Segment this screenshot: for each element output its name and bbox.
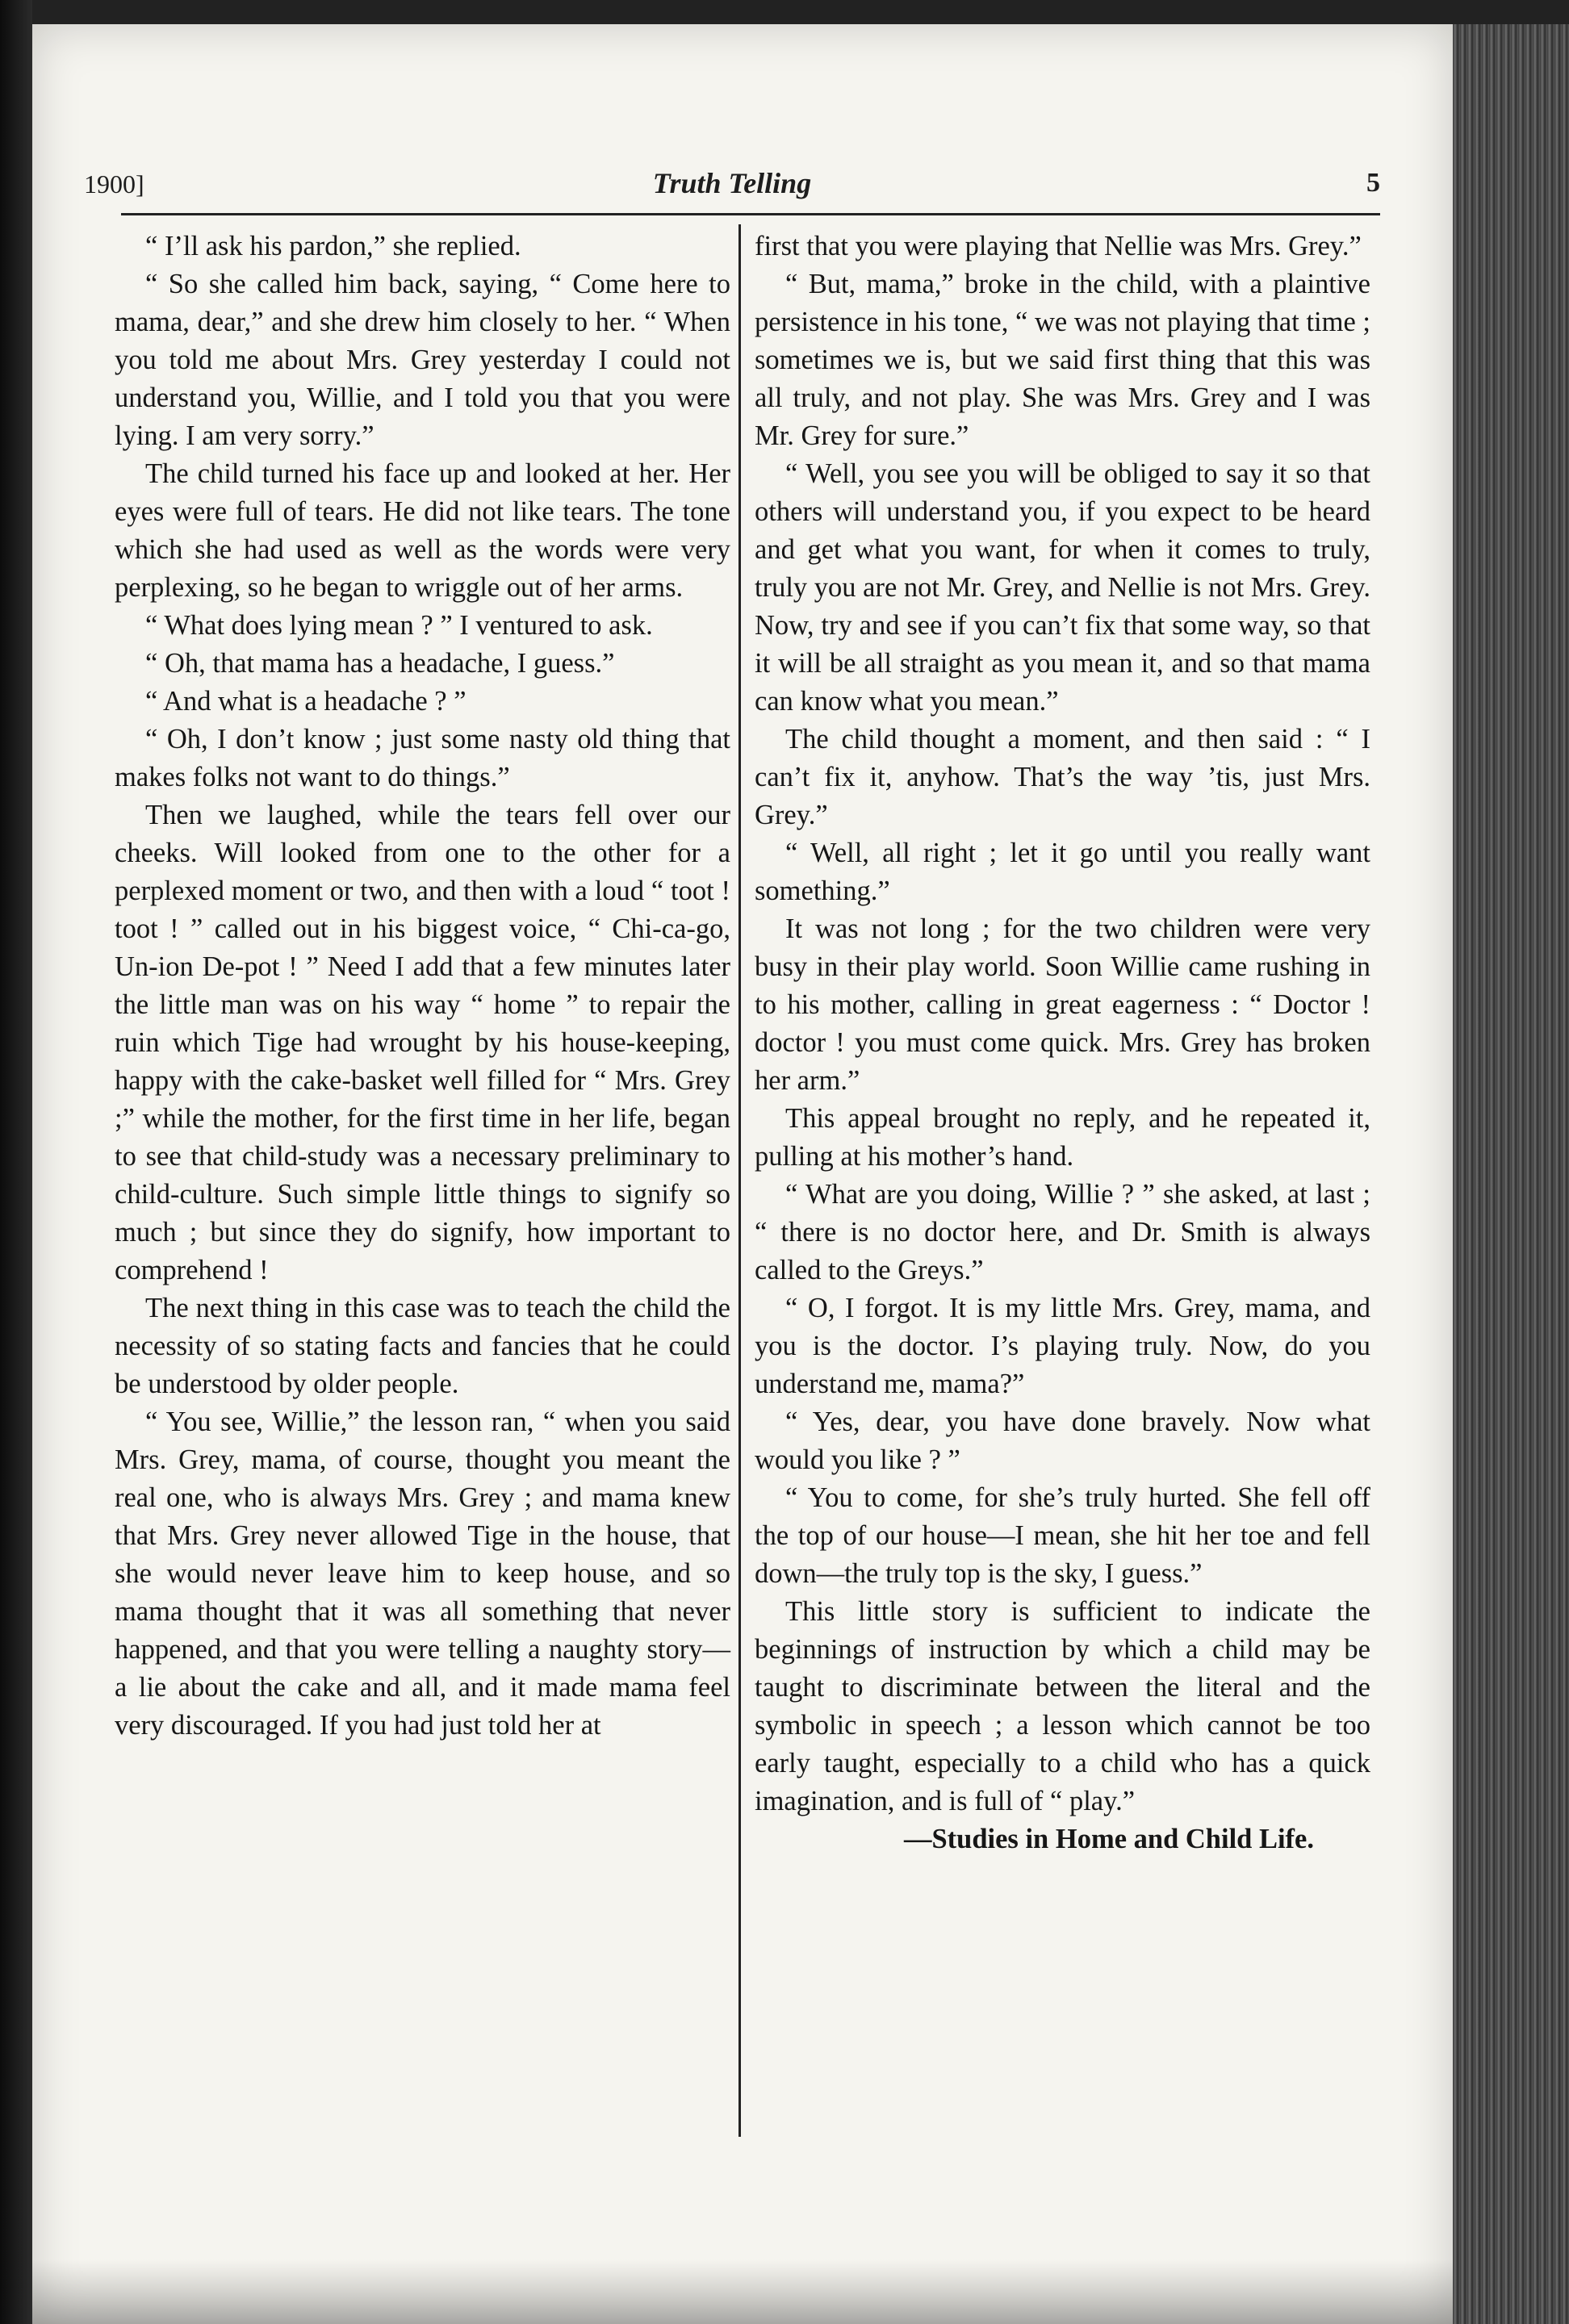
book-binding-edge: [0, 0, 32, 2324]
attribution: —Studies in Home and Child Life.: [903, 1824, 1314, 1854]
paragraph: It was not long ; for the two children were very busy in their play world. Soon Willie came rushing in to his mother, calling in great eagerness : “ Doctor ! doctor ! you must come quick. Mrs. Grey has broken her arm.”: [755, 913, 1370, 1096]
page-stack-edge: [1453, 24, 1569, 2324]
column-divider: [738, 224, 741, 2137]
paragraph: “ Well, you see you will be obliged to say it so that others will understand you, if you expect to be heard and get what you want, for when it comes to truly, truly you are not Mr. Grey, and Nellie is not Mrs. Grey. Now, try and see if you can’t fix that some way, so that it will be all straight as you mean it, and so that mama can know what you mean.”: [755, 458, 1370, 717]
paragraph: first that you were playing that Nellie was Mrs. Grey.”: [755, 231, 1362, 261]
paragraph: This appeal brought no reply, and he repeated it, pulling at his mother’s hand.: [755, 1103, 1370, 1172]
left-column: [115, 228, 730, 1745]
paragraph: Then we laughed, while the tears fell over our cheeks. Will looked from one to the other for a perplexed moment or two, and then with a loud “ toot ! toot ! ” called out in his biggest voice, “ Chi-ca-go, Un-ion De-pot ! ” Need I add that a few minutes later the little man was on his way “ home ” to repair the ruin which Tige had wrought by his house-keeping, happy with the cake-basket well filled for “ Mrs. Grey ;” while the mother, for the first time in her life, began to see that child-study was a necessary preliminary to child-culture. Such simple little things to signify so much ; but since they do signify, how important to comprehend !: [115, 800, 730, 1285]
paragraph: “ What are you doing, Willie ? ” she asked, at last ; “ there is no doctor here, and Dr. Smith is always called to the Greys.”: [755, 1179, 1370, 1285]
header-year: 1900]: [84, 169, 144, 199]
page-shadow: [32, 2259, 1453, 2324]
paragraph: “ Well, all right ; let it go until you really want something.”: [755, 838, 1370, 906]
paragraph: This little story is sufficient to indicate the beginnings of instruction by which a child may be taught to discriminate between the literal and the symbolic in speech ; a lesson which cannot be too early taught, especially to a child who has a quick imagination, and is full of “ play.”: [755, 1596, 1370, 1816]
running-title: Truth Telling: [652, 167, 812, 199]
paragraph: The child turned his face up and looked at her. Her eyes were full of tears. He did not like tears. The tone which she had used as well as the words were very perplexing, so he began to wriggle out of her arms.: [115, 458, 730, 603]
paragraph: “ Yes, dear, you have done bravely. Now what would you like ? ”: [755, 1407, 1370, 1475]
paragraph: The child thought a moment, and then said : “ I can’t fix it, anyhow. That’s the way ’tis, just Mrs. Grey.”: [755, 724, 1370, 830]
paragraph: “ Oh, I don’t know ; just some nasty old thing that makes folks not want to do things.”: [115, 724, 730, 792]
paragraph: “ Oh, that mama has a headache, I guess.”: [145, 648, 615, 679]
paragraph: “ But, mama,” broke in the child, with a plaintive persistence in his tone, “ we was not playing that time ; sometimes we is, but we said first thing that this was all truly, and not play. She was Mrs. Grey and I was Mr. Grey for sure.”: [755, 269, 1370, 451]
running-header: [84, 161, 1380, 208]
paragraph: “ You see, Willie,” the lesson ran, “ when you said Mrs. Grey, mama, of course, thought you meant the real one, who is always Mrs. Grey ; and mama knew that Mrs. Grey never allowed Tige in the house, that she would never leave him to keep house, and so mama thought that it was all something that never happened, and that you were telling a naughty story—a lie about the cake and all, and it made mama feel very discouraged. If you had just told her at: [115, 1407, 730, 1741]
paragraph: The next thing in this case was to teach the child the necessity of so stating facts and fancies that he could be understood by older people.: [115, 1293, 730, 1399]
paragraph: “ So she called him back, saying, “ Come here to mama, dear,” and she drew him closely to her. “ When you told me about Mrs. Grey yesterday I could not understand you, Willie, and I told you that you were lying. I am very sorry.”: [115, 269, 730, 451]
header-rule: [121, 213, 1380, 215]
page-number: 5: [1366, 168, 1380, 198]
paragraph: “ And what is a headache ? ”: [145, 686, 467, 717]
right-column: [755, 228, 1370, 1858]
paragraph: “ I’ll ask his pardon,” she replied.: [145, 231, 521, 261]
paragraph: “ You to come, for she’s truly hurted. She fell off the top of our house—I mean, she hit her toe and fell down—the truly top is the sky, I guess.”: [755, 1482, 1370, 1589]
paragraph: “ O, I forgot. It is my little Mrs. Grey, mama, and you is the doctor. I’s playing truly. Now, do you understand me, mama?”: [755, 1293, 1370, 1399]
paragraph: “ What does lying mean ? ” I ventured to ask.: [145, 610, 653, 641]
